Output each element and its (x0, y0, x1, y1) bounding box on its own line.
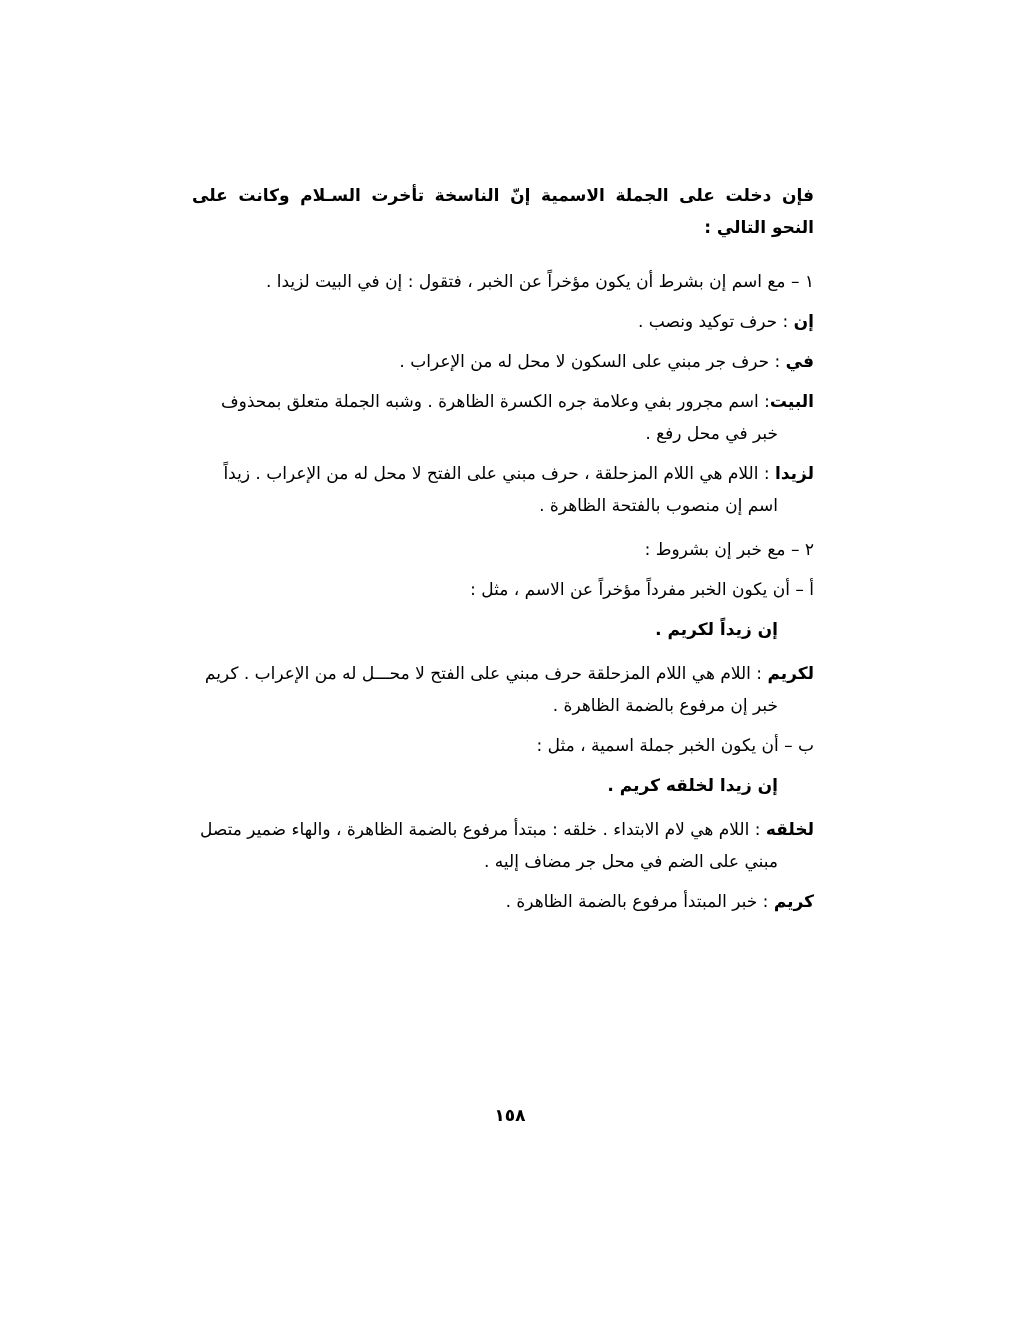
section-2-heading: ٢ – مع خبر إن بشروط : (644, 540, 814, 560)
page-number: ١٥٨ (494, 1106, 526, 1126)
analysis-term: إن (793, 312, 814, 332)
analysis-term: لزيدا (775, 464, 814, 484)
analysis-term: لكريم (767, 664, 814, 684)
analysis-item (192, 386, 814, 450)
analysis-text: : حرف توكيد ونصب . (637, 312, 794, 332)
analysis-term: كريم (773, 892, 814, 912)
analysis-item (192, 346, 814, 378)
condition-a-label: أ – أن يكون الخبر مفرداً مؤخراً عن الاسم ، مثل : (470, 580, 814, 600)
condition-b-label: ب – أن يكون الخبر جملة اسمية ، مثل : (536, 736, 814, 756)
analysis-term: البيت (769, 392, 814, 412)
analysis-item (192, 306, 814, 338)
example-a: إن زيداً لكريم . (655, 620, 778, 640)
analysis-item (192, 658, 814, 722)
analysis-text: : اللام هي لام الابتداء . خلقه : مبتدأ مرفوع بالضمة الظاهرة ، والهاء ضمير متصل مبني على الضم في محل جر مضاف إليه . (200, 820, 778, 872)
example-b: إن زيدا لخلقه كريم . (607, 776, 778, 796)
analysis-text: : حرف جر مبني على السكون لا محل له من الإعراب . (399, 352, 786, 372)
analysis-text: : خبر المبتدأ مرفوع بالضمة الظاهرة . (505, 892, 774, 912)
analysis-item (192, 814, 814, 878)
analysis-term: في (785, 352, 814, 372)
analysis-term: لخلقه (765, 820, 814, 840)
analysis-text: : اسم مجرور بفي وعلامة جره الكسرة الظاهرة . وشبه الجملة متعلق بمحذوف خبر في محل رفع . (221, 392, 778, 444)
intro-paragraph: فإن دخلت على الجملة الاسمية إنّ الناسخة تأخرت السـلام وكانت على النحو التالي : (192, 186, 814, 238)
analysis-item (192, 886, 814, 918)
analysis-text: : اللام هي اللام المزحلقة ، حرف مبني على الفتح لا محل له من الإعراب . زيداً اسم إن منصوب بالفتحة الظاهرة . (223, 464, 778, 516)
analysis-item (192, 458, 814, 522)
analysis-text: : اللام هي اللام المزحلقة حرف مبني على الفتح لا محـــل له من الإعراب . كريم خبر إن مرفوع بالضمة الظاهرة . (204, 664, 778, 716)
section-1-heading: ١ – مع اسم إن بشرط أن يكون مؤخراً عن الخبر ، فتقول : إن في البيت لزيدا . (265, 272, 814, 292)
page-body (192, 180, 814, 926)
